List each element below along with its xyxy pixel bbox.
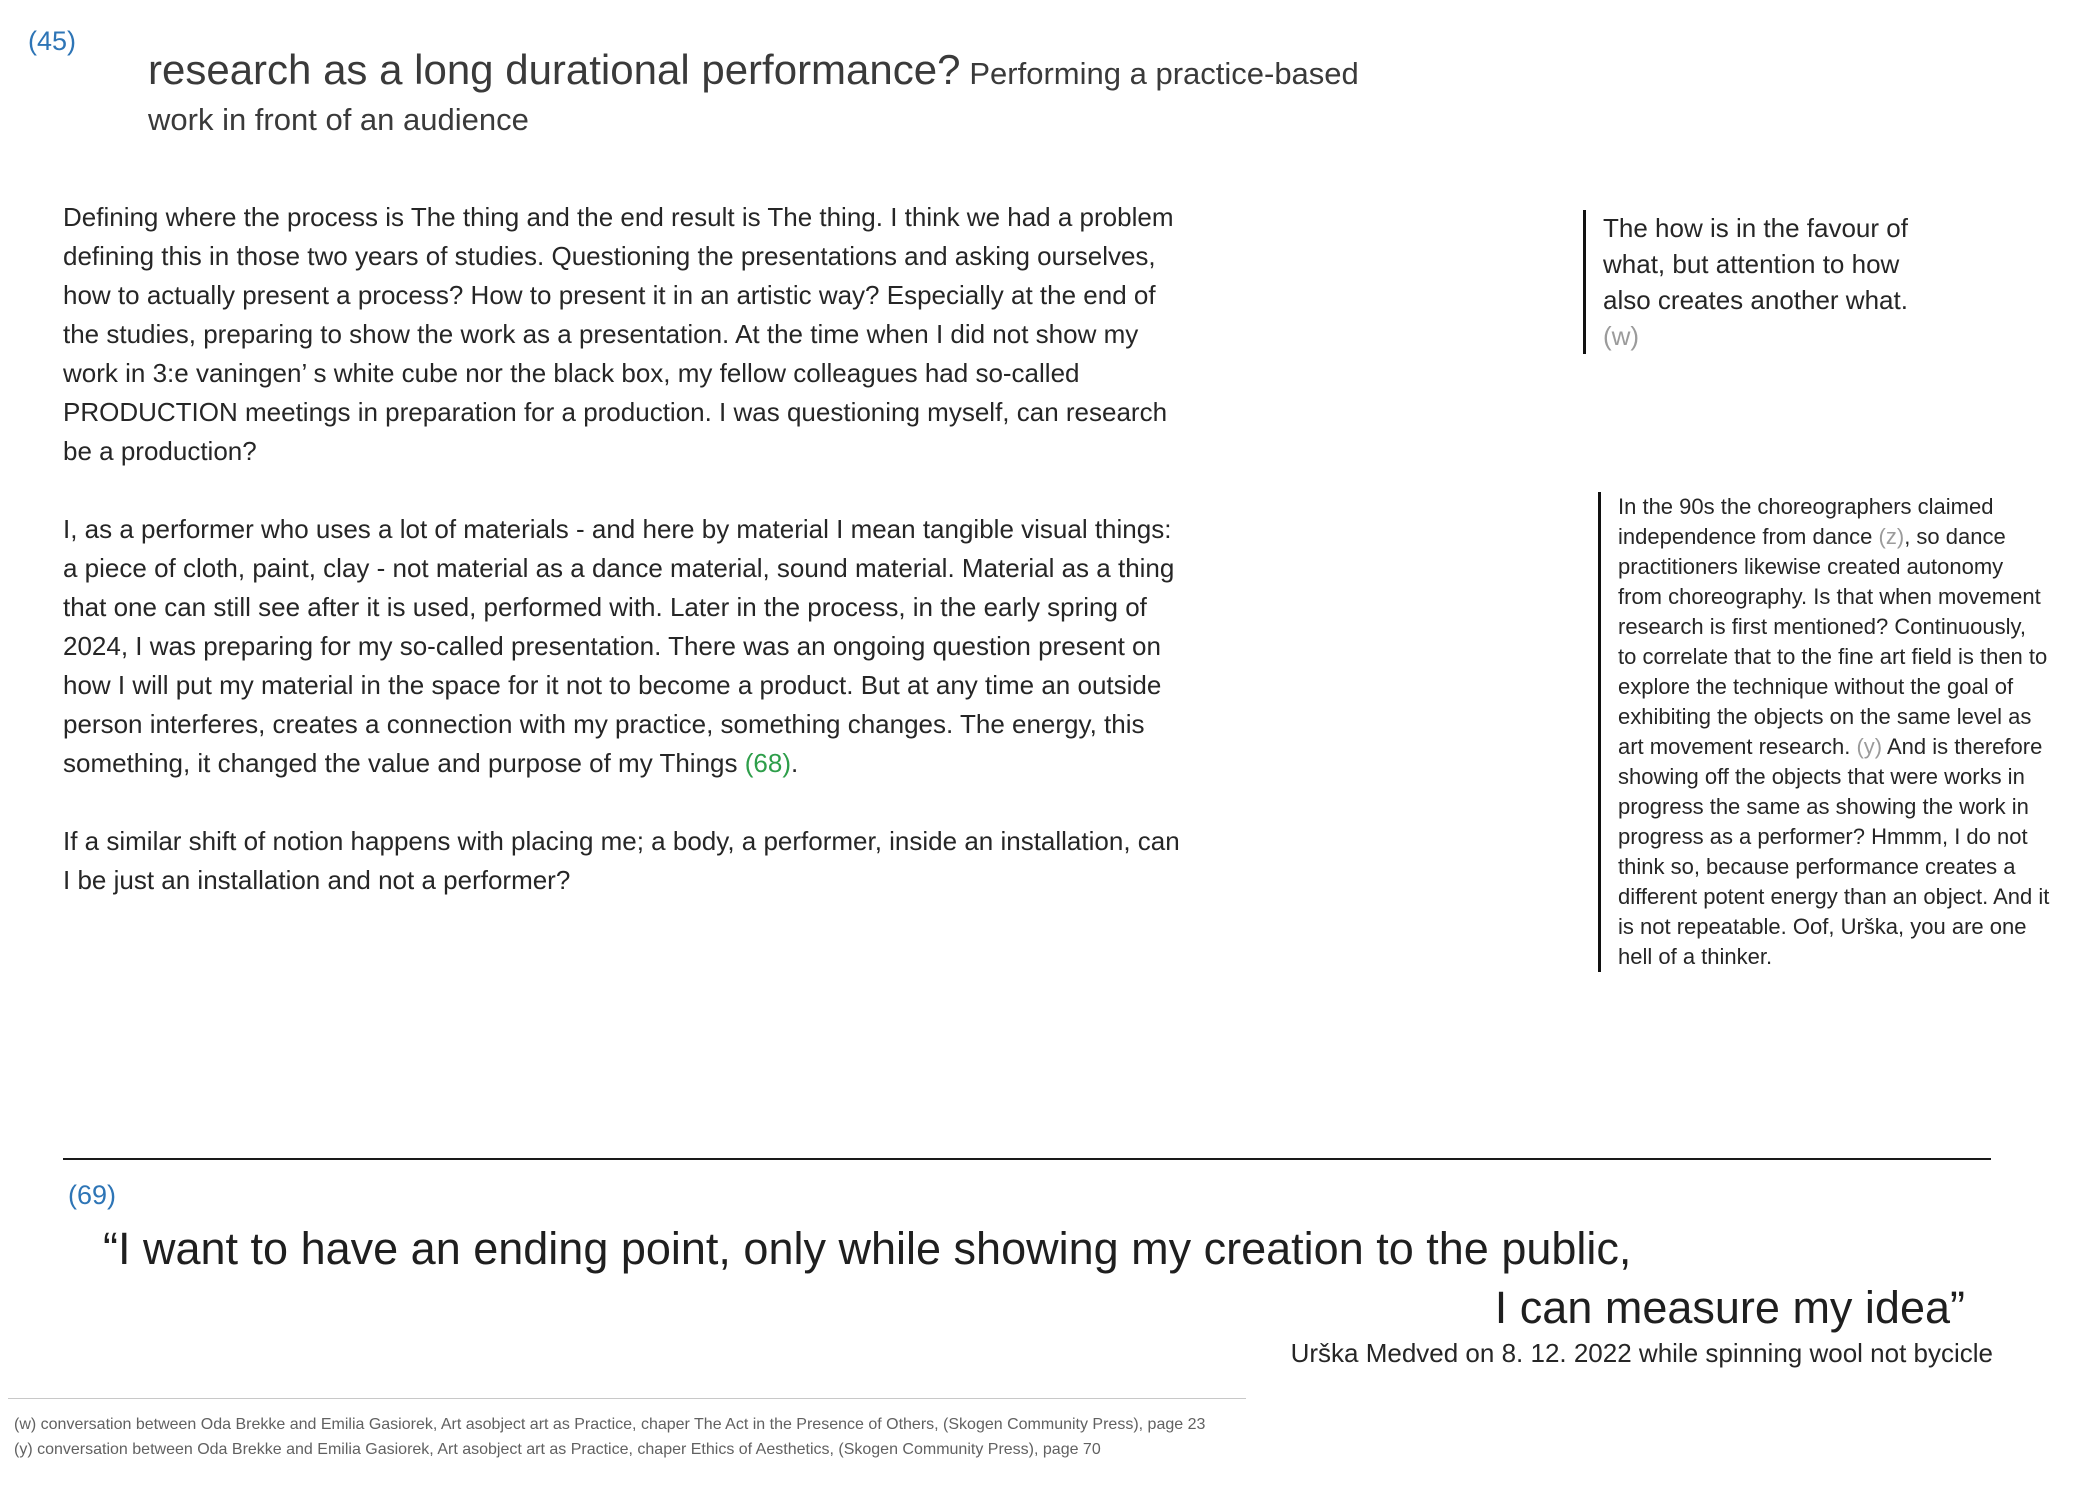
section-divider	[63, 1158, 1991, 1160]
paragraph-3: If a similar shift of notion happens with placing me; a body, a performer, inside an installation, can I be just an installation and not a performer?	[63, 826, 1180, 895]
quote-attribution: Urška Medved on 8. 12. 2022 while spinning wool not bycicle	[1290, 1338, 1993, 1369]
footnote-ref-w: (w)	[1603, 321, 1640, 351]
title-main: research as a long durational performance?	[148, 46, 961, 93]
footnote-ref-68: (68)	[744, 748, 791, 778]
footnote-ref-z: (z)	[1878, 524, 1905, 549]
title-subtitle-part1: Performing a practice-based	[969, 56, 1359, 91]
page-number-top: (45)	[28, 26, 77, 56]
pull-quote	[63, 1222, 1993, 1369]
margin-note-how-what	[1583, 210, 1948, 354]
footnote-ref-y: (y)	[1856, 734, 1883, 759]
margin-note-2-part2: , so dance practitioners likewise created autonomy from choreography. Is that when movement research is first mentioned? Continuously, to correlate that to the fine art field is then to explore the technique without the goal of exhibiting the objects on the same level as art movement research.	[1618, 524, 2048, 759]
paragraph-2	[63, 510, 1181, 783]
margin-note-2-part3: And is therefore showing off the objects that were works in progress the same as showing the work in progress as a performer? Hmmm, I do not think so, because performance creates a different potent energy than an object. And it is not repeatable. Oof, Urška, you are one hell of a thinker.	[1618, 734, 2050, 969]
quote-line-2: I can measure my idea”	[1494, 1282, 1965, 1334]
title-subtitle-part2: work in front of an audience	[148, 102, 529, 137]
paragraph-2-text: I, as a performer who uses a lot of materials - and here by material I mean tangible visual things: a piece of cloth, paint, clay - not material as a dance material, sound material. Material as a thing that one can still see after it is used, performed with. Later in the process, in the early spring of 2024, I was preparing for my so-called presentation. There was an ongoing question present on how I will put my material in the space for it not to become a product. But at any time an outside person interferes, creates a connection with my practice, something changes. The energy, this something, it changed the value and purpose of my Things	[63, 514, 1175, 778]
footnotes	[14, 1412, 1614, 1462]
page-title	[148, 46, 1848, 138]
margin-note-1-text: The how is in the favour of what, but attention to how also creates another what.	[1603, 213, 1908, 315]
footnote-divider	[8, 1398, 1246, 1399]
margin-note-choreographers	[1598, 492, 2050, 972]
paragraph-2-end: .	[790, 748, 799, 778]
quote-line-1: “I want to have an ending point, only while showing my creation to the public,	[103, 1223, 1632, 1274]
footnote-y: (y) conversation between Oda Brekke and Emilia Gasiorek, Art asobject art as Practice, chaper Ethics of Aesthetics, (Skogen Community Press), page 70	[14, 1441, 1101, 1458]
footnote-w: (w) conversation between Oda Brekke and Emilia Gasiorek, Art asobject art as Practice, chaper The Act in the Presence of Others, (Skogen Community Press), page 23	[14, 1416, 1206, 1433]
paragraph-1: Defining where the process is The thing and the end result is The thing. I think we had a problem defining this in those two years of studies. Questioning the presentations and asking ourselves, how to actually present a process? How to present it in an artistic way? Especially at the end of the studies, preparing to show the work as a presentation. At the time when I did not show my work in 3:e vaningen’ s white cube nor the black box, my fellow colleagues had so-called PRODUCTION meetings in preparation for a production. I was questioning myself, can research be a production?	[63, 202, 1174, 466]
title-line-1	[148, 46, 1848, 94]
body-text	[63, 198, 1181, 900]
margin-note-2-part1: In the 90s the choreographers claimed independence from dance	[1618, 494, 1994, 549]
page-number-bottom: (69)	[68, 1180, 117, 1210]
